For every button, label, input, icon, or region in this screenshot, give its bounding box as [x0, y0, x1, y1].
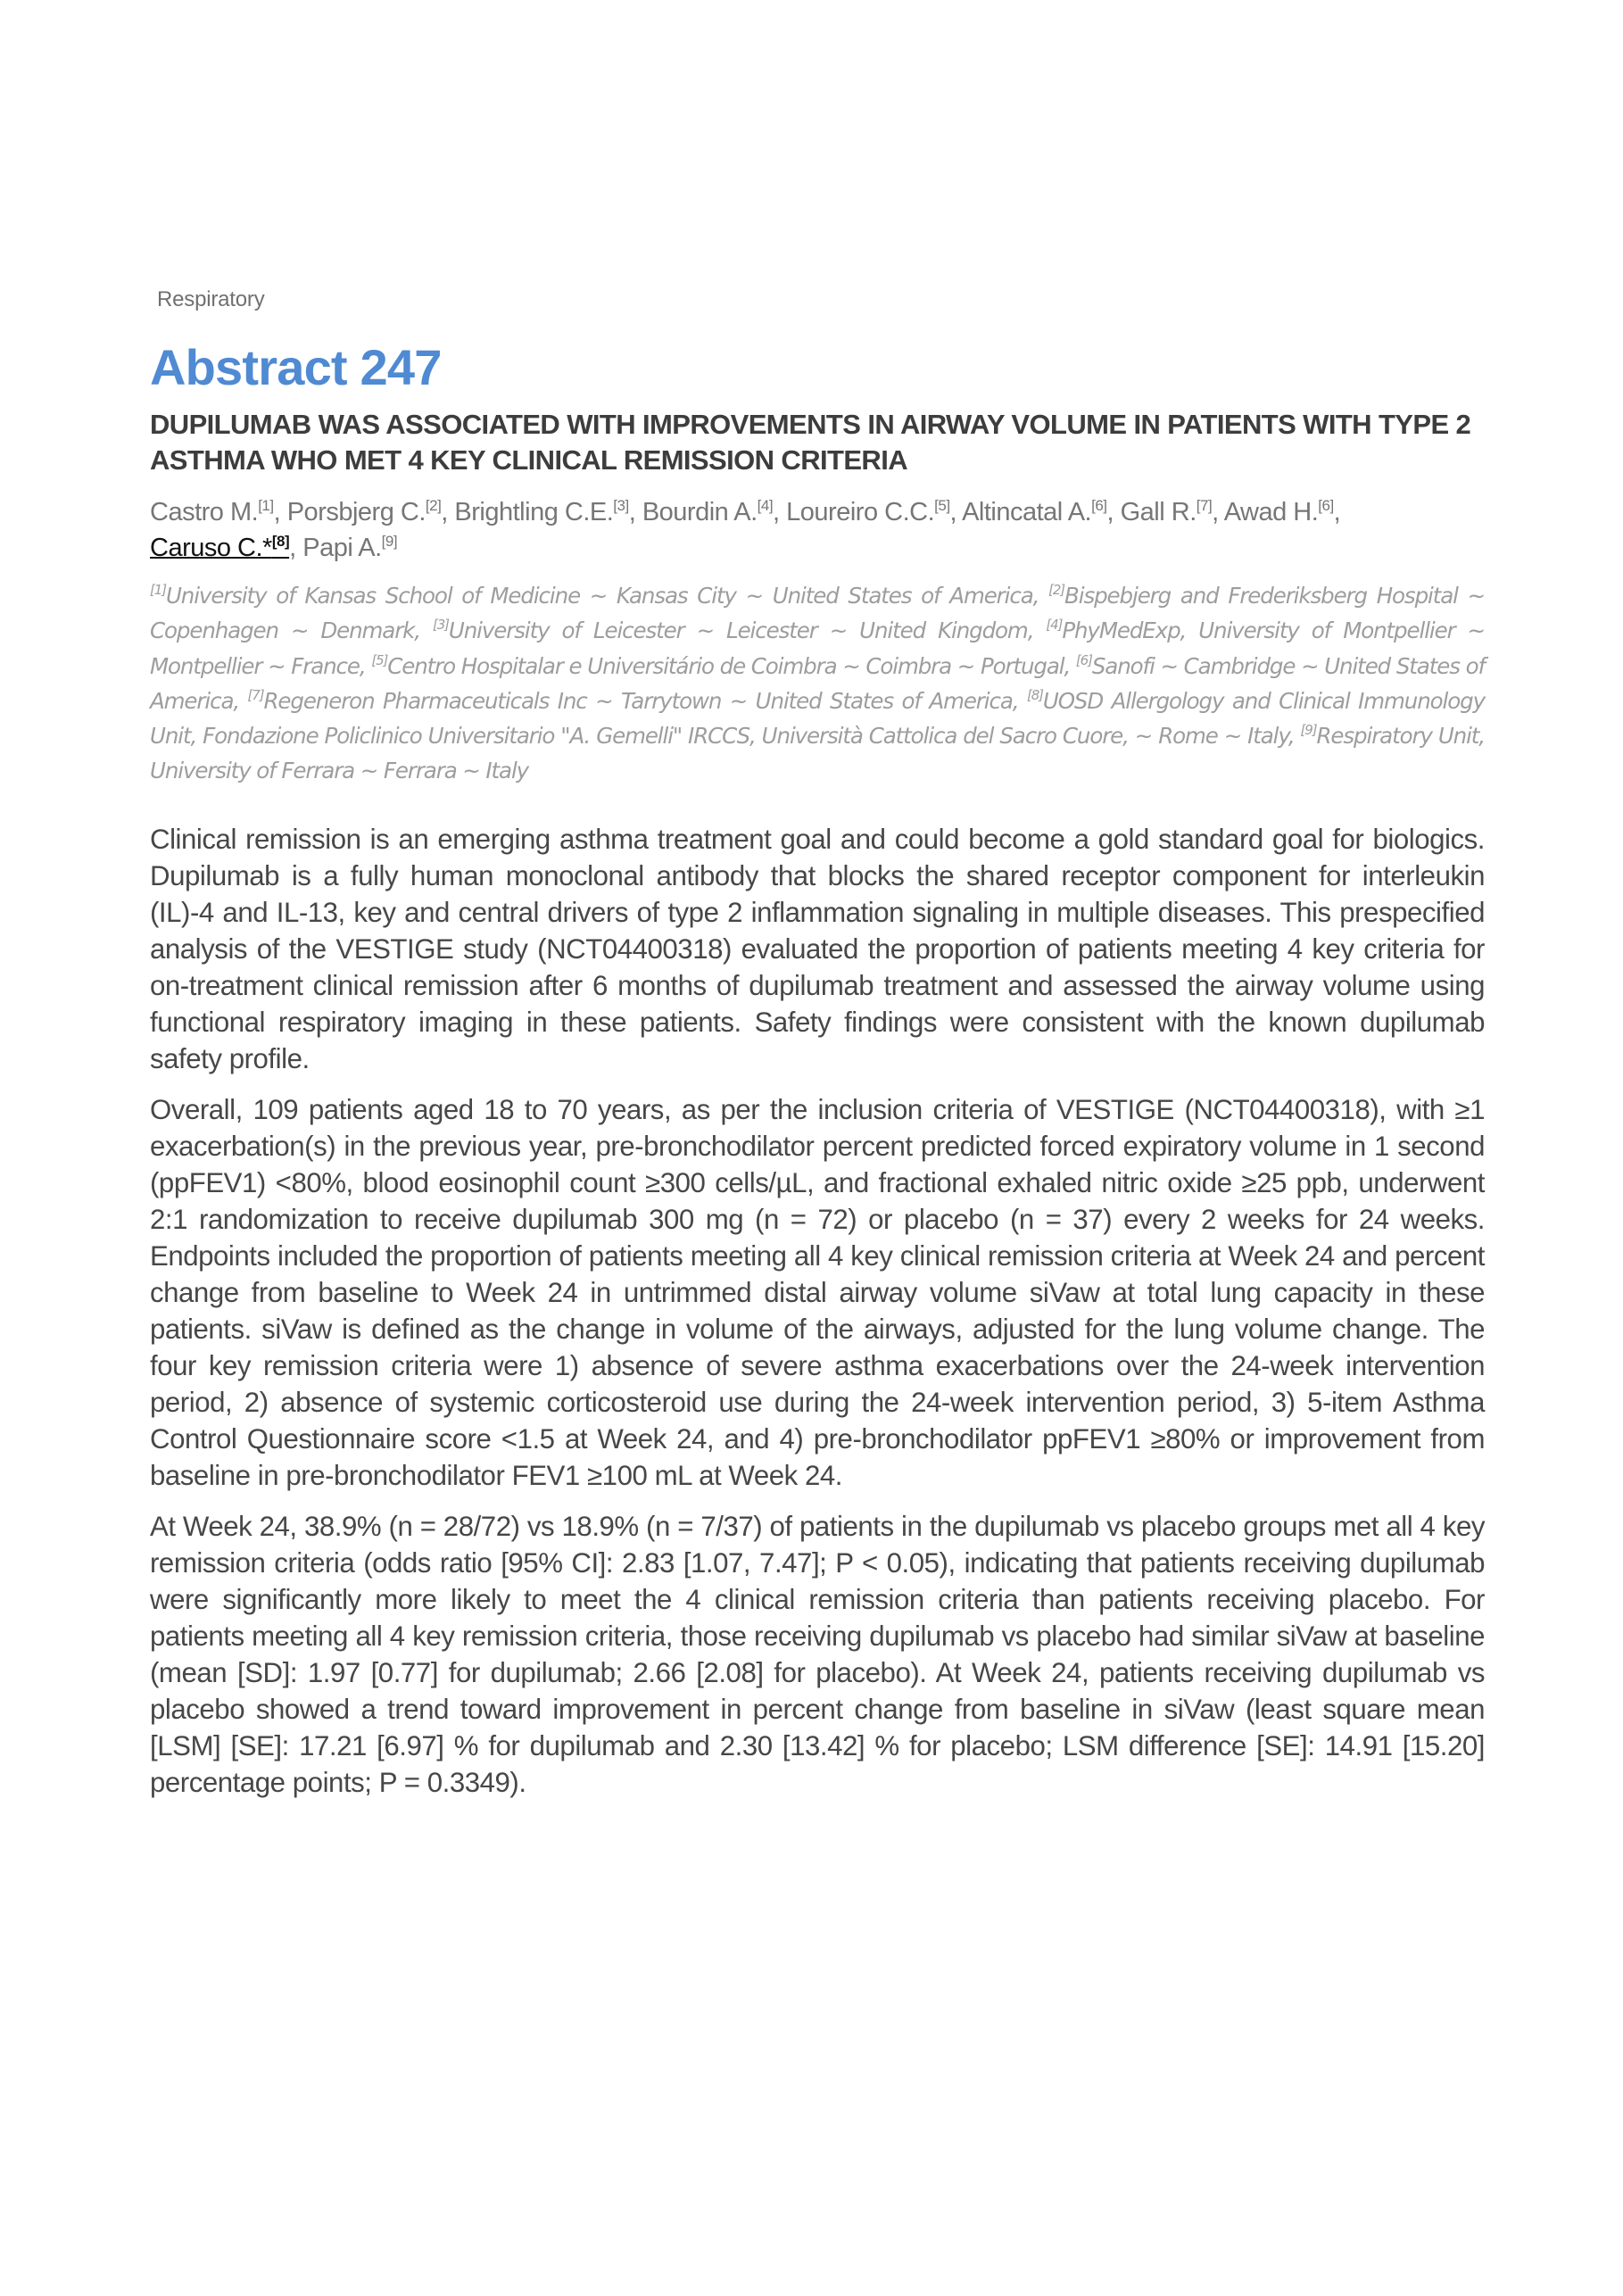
author-affiliation-ref: [6] [1091, 497, 1107, 514]
abstract-body [150, 821, 1485, 1815]
author-affiliation-ref: [7] [1196, 497, 1213, 514]
author: Castro M.[1] [150, 497, 274, 526]
body-paragraph-background: Clinical remission is an emerging asthma treatment goal and could become a gold standard goal for biologics. Dupilumab is a fully human monoclonal antibody that blocks the shared receptor component for interleukin (IL)-4 and IL-13, key and central drivers of type 2 inflammation signaling in multiple diseases. This prespecified analysis of the VESTIGE study (NCT04400318) evaluated the proportion of patients meeting 4 key criteria for on-treatment clinical remission after 6 months of dupilumab treatment and assessed the airway volume using functional respiratory imaging in these patients. Safety findings were consistent with the known dupilumab safety profile. [150, 824, 1485, 1074]
author-affiliation-ref: [8] [271, 533, 290, 550]
affiliation: [8]UOSD Allergology and Clinical Immunology Unit, Fondazione Policlinico Universitario "A. Gemelli" IRCCS, Università Cattolica del Sacro Cuore, ~ Rome ~ Italy [150, 686, 1485, 750]
author-affiliation-ref: [3] [613, 497, 629, 514]
author: Altincatal A.[6] [962, 497, 1107, 526]
affiliation-list: [1]University of Kansas School of Medicine ~ Kansas City ~ United States of America, [2]Bispebjerg and Frederiksberg Hospital ~ Copenhagen ~ Denmark, [3]University of Leicester ~ Leicester ~ United Kingdom, [4]PhyMedExp, University of Montpellier ~ Montpellier ~ France, [5]Centro Hospitalar e Universitário de Coimbra ~ Coimbra ~ Portugal, [6]Sanofi ~ Cambridge ~ United States of America, [7]Regeneron Pharmaceuticals Inc ~ Tarrytown ~ United States of America, [8]UOSD Allergology and Clinical Immunology Unit, Fondazione Policlinico Universitario "A. Gemelli" IRCCS, Università Cattolica del Sacro Cuore, ~ Rome ~ Italy, [9]Respiratory Unit, University of Ferrara ~ Ferrara ~ Italy [150, 582, 1486, 784]
affiliation: [9]Respiratory Unit, University of Ferrara ~ Ferrara ~ Italy [150, 722, 1485, 784]
author: Awad H.[6] [1223, 497, 1334, 526]
author-affiliation-ref: [9] [381, 533, 398, 550]
body-paragraph-methods: Overall, 109 patients aged 18 to 70 years, as per the inclusion criteria of VESTIGE (NCT04400318), with ≥1 exacerbation(s) in the previous year, pre-bronchodilator percent predicted forced expiratory volume in 1 second (ppFEV1) <80%, blood eosinophil count ≥300 cells/µL, and fractional exhaled nitric oxide ≥25 ppb, underwent 2:1 randomization to receive dupilumab 300 mg (n = 72) or placebo (n = 37) every 2 weeks for 24 weeks. Endpoints included the proportion of patients meeting all 4 key clinical remission criteria at Week 24 and percent change from baseline to Week 24 in untrimmed distal airway volume siVaw at total lung capacity in these patients. siVaw is defined as the change in volume of the airways, adjusted for the lung volume change. The four key remission criteria were 1) absence of severe asthma exacerbations over the 24-week intervention period, 2) absence of systemic corticosteroid use during the 24-week intervention period, 3) 5-item Asthma Control Questionnaire score <1.5 at Week 24, and 4) pre-bronchodilator ppFEV1 ≥80% or improvement from baseline in pre-bronchodilator FEV1 ≥100 mL at Week 24. [150, 1094, 1485, 1491]
abstract-number: Abstract 247 [150, 339, 442, 395]
affiliation: [2]Bispebjerg and Frederiksberg Hospital ~ Copenhagen ~ Denmark [150, 582, 1486, 644]
affiliation: [6]Sanofi ~ Cambridge ~ United States of America [150, 651, 1485, 714]
author: Brightling C.E.[3] [454, 497, 629, 526]
affiliation: [7]Regeneron Pharmaceuticals Inc ~ Tarrytown ~ United States of America [247, 686, 1013, 714]
author: Porsbjerg C.[2] [286, 497, 442, 526]
category-label: Respiratory [157, 287, 265, 311]
author-list: Castro M.[1], Porsbjerg C.[2], Brightling C.E.[3], Bourdin A.[4], Loureiro C.C.[5], Altincatal A.[6], Gall R.[7], Awad H.[6], Caruso C.*[8], Papi A.[9] [150, 497, 1341, 562]
author: Bourdin A.[4] [642, 497, 774, 526]
abstract-title: DUPILUMAB WAS ASSOCIATED WITH IMPROVEMENTS IN AIRWAY VOLUME IN PATIENTS WITH TYPE 2 ASTHMA WHO MET 4 KEY CLINICAL REMISSION CRITERIA [150, 409, 1471, 476]
author-affiliation-ref: [4] [757, 497, 774, 514]
author: Papi A.[9] [302, 533, 398, 562]
body-paragraph-results: At Week 24, 38.9% (n = 28/72) vs 18.9% (n = 7/37) of patients in the dupilumab vs placebo groups met all 4 key remission criteria (odds ratio [95% CI]: 2.83 [1.07, 7.47]; P < 0.05), indicating that patients receiving dupilumab were significantly more likely to meet the 4 clinical remission criteria than patients receiving placebo. For patients meeting all 4 key remission criteria, those receiving dupilumab vs placebo had similar siVaw at baseline (mean [SD]: 1.97 [0.77] for dupilumab; 2.66 [2.08] for placebo). At Week 24, patients receiving dupilumab vs placebo showed a trend toward improvement in percent change from baseline in siVaw (least square mean [LSM] [SE]: 17.21 [6.97] % for dupilumab and 2.30 [13.42] % for placebo; LSM difference [SE]: 14.91 [15.20] percentage points; P = 0.3349). [150, 1511, 1485, 1798]
affiliation: [4]PhyMedExp, University of Montpellier ~ Montpellier ~ France [150, 617, 1485, 679]
author: Gall R.[7] [1120, 497, 1213, 526]
affiliation: [3]University of Leicester ~ Leicester ~ United Kingdom [432, 617, 1028, 644]
author-affiliation-ref: [6] [1318, 497, 1334, 514]
author: Loureiro C.C.[5] [786, 497, 950, 526]
affiliation: [5]Centro Hospitalar e Universitário de Coimbra ~ Coimbra ~ Portugal [371, 651, 1064, 679]
affiliation: [1]University of Kansas School of Medicine ~ Kansas City ~ United States of America [150, 582, 1033, 609]
presenting-author-link[interactable]: Caruso C.*[8] [150, 533, 290, 562]
author-affiliation-ref: [5] [934, 497, 950, 514]
author-affiliation-ref: [2] [425, 497, 442, 514]
author-affiliation-ref: [1] [258, 497, 274, 514]
